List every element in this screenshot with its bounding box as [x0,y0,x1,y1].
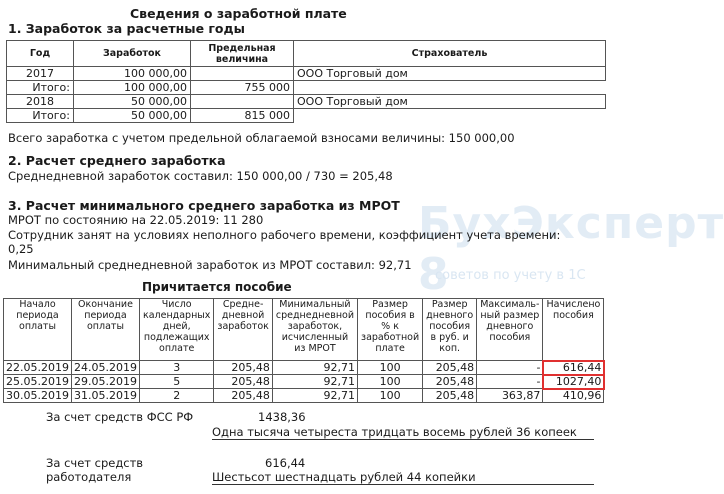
cell: 100 000,00 [74,67,191,81]
cell: 2 [139,389,213,403]
cell: 29.05.2019 [71,375,139,389]
document-title: Сведения о заработной плате [130,6,347,21]
col-insurer: Страхователь [294,41,606,67]
cell: 100 000,00 [74,81,191,95]
cell: - [477,375,543,389]
watermark: БухЭксперт 8 [418,198,724,300]
cell: 2018 [7,95,74,109]
col-max-daily: Максималь-ный размер дневного пособия [477,299,543,361]
cell: 205,48 [214,389,272,403]
earnings-table [6,40,606,123]
cell: ООО Торговый дом [294,95,606,109]
cell [191,95,294,109]
cell: 92,71 [272,389,357,403]
cell: 755 000 [191,81,294,95]
table-row [4,361,604,375]
cell: 50 000,00 [74,95,191,109]
col-start: Начало периода оплаты [4,299,72,361]
table-row [7,81,606,95]
cell: 2017 [7,67,74,81]
col-min-avg: Минимальный среднедневной заработок, исчисленный из МРОТ [272,299,357,361]
employer-amount: 616,44 [265,456,306,470]
parttime-coefficient: 0,25 [8,242,34,256]
cell: 50 000,00 [74,109,191,123]
cell: 205,48 [423,361,477,375]
table-row [7,95,606,109]
cell: 92,71 [272,375,357,389]
cell: 30.05.2019 [4,389,72,403]
col-daily: Размер дневного пособия в руб. и коп. [423,299,477,361]
mrot-text: МРОТ по состоянию на 22.05.2019: 11 280 [8,213,264,227]
cell: 205,48 [423,375,477,389]
employer-label-line1: За счет средств [46,456,144,470]
cell: 100 [358,389,423,403]
total-earnings-text: Всего заработка с учетом предельной облагаемой взносами величины: 150 000,00 [8,131,515,145]
section-1-heading: 1. Заработок за расчетные годы [8,21,245,36]
cell [191,67,294,81]
cell: 815 000 [191,109,294,123]
benefit-table [3,298,604,403]
highlighted-amount: 616,44 [543,361,604,375]
cell: 31.05.2019 [71,389,139,403]
col-avg: Средне-дневной заработок [214,299,272,361]
watermark-subtitle: советов по учету в 1С [435,268,586,283]
average-earnings-text: Среднедневной заработок составил: 150 000,00 / 730 = 205,48 [8,169,393,183]
cell: 22.05.2019 [4,361,72,375]
cell: 100 [358,361,423,375]
cell: 100 [358,375,423,389]
cell: 92,71 [272,361,357,375]
benefit-title: Причитается пособие [142,280,292,294]
cell: 410,96 [543,389,604,403]
fss-amount: 1438,36 [258,410,306,424]
cell: - [477,361,543,375]
cell: 3 [139,361,213,375]
cell: 205,48 [214,361,272,375]
cell: ООО Торговый дом [294,67,606,81]
cell: 205,48 [214,375,272,389]
cell: 5 [139,375,213,389]
col-days: Число календарных дней, подлежащих оплате [139,299,213,361]
employer-amount-words: Шестьсот шестнадцать рублей 44 копейки [212,470,594,485]
employer-label-line2: работодателя [46,470,132,484]
cell [294,109,606,123]
cell: 24.05.2019 [71,361,139,375]
table-row [4,375,604,389]
cell: 205,48 [423,389,477,403]
col-percent: Размер пособия в % к заработной плате [358,299,423,361]
col-earnings: Заработок [74,41,191,67]
col-limit: Предельная величина [191,41,294,67]
parttime-text: Сотрудник занят на условиях неполного рабочего времени, коэффициент учета времени: [8,228,561,242]
table-row [7,109,606,123]
cell: Итого: [7,109,74,123]
col-accrued: Начислено пособия [543,299,604,361]
cell [294,81,606,95]
table-row [7,67,606,81]
col-end: Окончание периода оплаты [71,299,139,361]
cell: Итого: [7,81,74,95]
cell: 363,87 [477,389,543,403]
section-3-heading: 3. Расчет минимального среднего заработка из МРОТ [8,198,400,213]
fss-amount-words: Одна тысяча четыреста тридцать восемь рублей 36 копеек [212,425,594,440]
highlighted-amount: 1027,40 [543,375,604,389]
fss-label: За счет средств ФСС РФ [46,410,194,424]
table-row [4,389,604,403]
cell: 25.05.2019 [4,375,72,389]
col-year: Год [7,41,74,67]
min-average-text: Минимальный среднедневной заработок из МРОТ составил: 92,71 [8,258,412,272]
section-2-heading: 2. Расчет среднего заработка [8,153,226,168]
